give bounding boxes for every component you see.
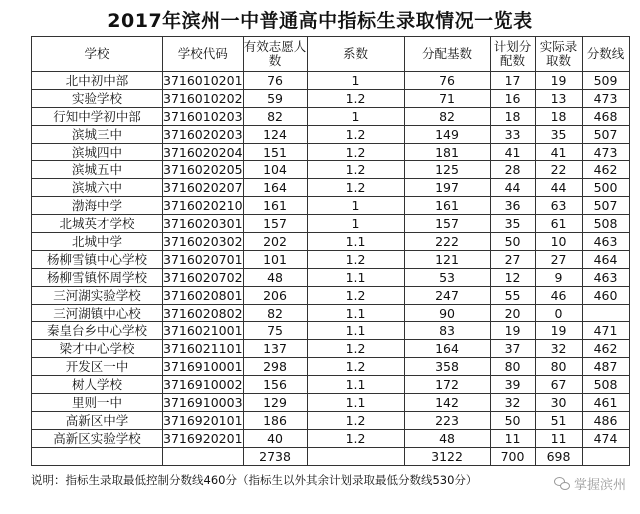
table-row (32, 358, 630, 376)
cell-coefficient: 1.2 (307, 250, 404, 268)
cell-school-code: 3716020702 (163, 269, 243, 285)
cell-applicants: 206 (243, 286, 307, 304)
cell-coefficient: 1.2 (307, 179, 404, 197)
cell-actual-admitted: 11 (535, 429, 582, 447)
header-school: 学校 (32, 37, 163, 72)
cell-allocation-base: 161 (404, 197, 490, 215)
table-row (32, 179, 630, 197)
cell-planned-quota: 41 (490, 143, 535, 161)
totals-cell (32, 447, 163, 465)
cell-allocation-base: 223 (404, 411, 490, 429)
cell-planned-quota: 18 (490, 107, 535, 125)
cell-cutoff-score: 462 (582, 340, 629, 358)
cell-planned-quota: 36 (490, 197, 535, 215)
cell-school: 滨城六中 (32, 179, 163, 197)
cell-applicants: 164 (243, 179, 307, 197)
cell-allocation-base: 71 (404, 89, 490, 107)
cell-applicants: 186 (243, 411, 307, 429)
cell-applicants: 75 (243, 322, 307, 340)
cell-school: 滨城三中 (32, 125, 163, 143)
cell-allocation-base: 157 (404, 215, 490, 233)
cell-coefficient: 1.2 (307, 125, 404, 143)
cell-coefficient: 1.2 (307, 340, 404, 358)
table-row (32, 429, 630, 447)
cell-school: 秦皇台乡中心学校 (32, 322, 163, 340)
totals-cell: 2738 (243, 447, 307, 465)
cell-allocation-base: 247 (404, 286, 490, 304)
cell-school: 杨柳雪镇怀周学校 (32, 268, 163, 286)
cell-school-code: 3716020203 (163, 126, 243, 142)
totals-cell (307, 447, 404, 465)
cell-applicants: 48 (243, 268, 307, 286)
cell-cutoff-score: 486 (582, 411, 629, 429)
cell-allocation-base: 149 (404, 125, 490, 143)
cell-cutoff-score: 462 (582, 161, 629, 179)
cell-coefficient: 1 (307, 107, 404, 125)
table-row (32, 304, 630, 322)
cell-planned-quota: 35 (490, 215, 535, 233)
cell-actual-admitted: 80 (535, 358, 582, 376)
cell-allocation-base: 172 (404, 376, 490, 394)
table-row (32, 286, 630, 304)
totals-cell: 700 (490, 447, 535, 465)
cell-applicants: 137 (243, 340, 307, 358)
table-row (32, 215, 630, 233)
table-row (32, 340, 630, 358)
cell-allocation-base: 53 (404, 268, 490, 286)
table-row (32, 143, 630, 161)
cell-actual-admitted: 46 (535, 286, 582, 304)
cell-actual-admitted: 63 (535, 197, 582, 215)
cell-school: 北城英才学校 (32, 215, 163, 233)
cell-actual-admitted: 22 (535, 161, 582, 179)
cell-school-code: 3716020301 (163, 216, 243, 232)
cell-coefficient: 1.1 (307, 376, 404, 394)
cell-cutoff-score: 463 (582, 268, 629, 286)
cell-planned-quota: 16 (490, 89, 535, 107)
table-row (32, 411, 630, 429)
cell-school-code: 3716020205 (163, 162, 243, 178)
cell-planned-quota: 37 (490, 340, 535, 358)
cell-school: 三河湖实验学校 (32, 286, 163, 304)
cell-school: 滨城五中 (32, 161, 163, 179)
cell-actual-admitted: 19 (535, 322, 582, 340)
cell-actual-admitted: 61 (535, 215, 582, 233)
totals-row (32, 447, 630, 465)
cell-applicants: 40 (243, 429, 307, 447)
table-row (32, 161, 630, 179)
cell-planned-quota: 32 (490, 394, 535, 412)
cell-applicants: 76 (243, 72, 307, 90)
header-coefficient: 系数 (307, 37, 404, 72)
wechat-icon (554, 477, 570, 490)
cell-school-code: 3716910003 (163, 394, 243, 410)
cell-actual-admitted: 35 (535, 125, 582, 143)
admission-table (31, 36, 630, 466)
cell-allocation-base: 358 (404, 358, 490, 376)
cell-coefficient: 1.2 (307, 286, 404, 304)
cell-school-code: 3716910001 (163, 359, 243, 375)
cell-applicants: 104 (243, 161, 307, 179)
table-row (32, 268, 630, 286)
cell-applicants: 202 (243, 233, 307, 251)
cell-coefficient: 1.2 (307, 429, 404, 447)
cell-coefficient: 1.1 (307, 233, 404, 251)
table-row (32, 394, 630, 412)
cell-applicants: 82 (243, 304, 307, 322)
cell-school-code: 3716020207 (163, 180, 243, 196)
cell-coefficient: 1.1 (307, 322, 404, 340)
cell-cutoff-score: 500 (582, 179, 629, 197)
cell-actual-admitted: 44 (535, 179, 582, 197)
cell-planned-quota: 80 (490, 358, 535, 376)
cell-actual-admitted: 9 (535, 268, 582, 286)
cell-coefficient: 1.1 (307, 268, 404, 286)
cell-allocation-base: 83 (404, 322, 490, 340)
cell-school-code: 3716910002 (163, 377, 243, 393)
cell-applicants: 161 (243, 197, 307, 215)
totals-cell (163, 447, 244, 465)
cell-school-code: 3716020210 (163, 198, 243, 214)
cell-actual-admitted: 30 (535, 394, 582, 412)
cell-coefficient: 1 (307, 215, 404, 233)
cell-cutoff-score: 473 (582, 89, 629, 107)
cell-school: 三河湖镇中心校 (32, 304, 163, 322)
cell-applicants: 298 (243, 358, 307, 376)
cell-actual-admitted: 0 (535, 304, 582, 322)
table-row (32, 89, 630, 107)
cell-coefficient: 1.1 (307, 394, 404, 412)
cell-actual-admitted: 13 (535, 89, 582, 107)
cell-planned-quota: 27 (490, 250, 535, 268)
cell-coefficient: 1.1 (307, 304, 404, 322)
cell-actual-admitted: 19 (535, 72, 582, 90)
cell-applicants: 157 (243, 215, 307, 233)
cell-cutoff-score: 471 (582, 322, 629, 340)
cell-school: 北城中学 (32, 233, 163, 251)
cell-allocation-base: 90 (404, 304, 490, 322)
cell-applicants: 101 (243, 250, 307, 268)
cell-allocation-base: 142 (404, 394, 490, 412)
cell-applicants: 59 (243, 89, 307, 107)
cell-coefficient: 1.2 (307, 161, 404, 179)
footnote: 说明：指标生录取最低控制分数线460分（指标生以外其余计划录取最低分数线530分） (31, 473, 478, 487)
cell-coefficient: 1 (307, 197, 404, 215)
cell-cutoff-score: 463 (582, 233, 629, 251)
table-row (32, 125, 630, 143)
cell-coefficient: 1.2 (307, 143, 404, 161)
cell-planned-quota: 28 (490, 161, 535, 179)
cell-actual-admitted: 51 (535, 411, 582, 429)
cell-school-code: 3716020801 (163, 287, 243, 303)
cell-planned-quota: 11 (490, 429, 535, 447)
totals-cell (582, 447, 629, 465)
cell-school-code: 3716920201 (163, 430, 243, 446)
cell-school-code: 3716920101 (163, 412, 243, 428)
cell-cutoff-score: 508 (582, 376, 629, 394)
cell-cutoff-score: 461 (582, 394, 629, 412)
cell-cutoff-score: 464 (582, 250, 629, 268)
cell-cutoff-score: 507 (582, 197, 629, 215)
header-applicants: 有效志愿人数 (243, 37, 307, 72)
cell-coefficient: 1.2 (307, 89, 404, 107)
header-actual-admitted: 实际录取数 (535, 37, 582, 72)
cell-cutoff-score (582, 304, 629, 322)
cell-cutoff-score: 473 (582, 143, 629, 161)
cell-cutoff-score: 487 (582, 358, 629, 376)
cell-school: 高新区实验学校 (32, 429, 163, 447)
cell-school: 行知中学初中部 (32, 107, 163, 125)
table-row (32, 197, 630, 215)
cell-planned-quota: 50 (490, 411, 535, 429)
cell-actual-admitted: 27 (535, 250, 582, 268)
cell-actual-admitted: 67 (535, 376, 582, 394)
cell-school-code: 3716020302 (163, 233, 243, 249)
totals-cell: 3122 (404, 447, 490, 465)
table-row (32, 376, 630, 394)
table-row (32, 233, 630, 251)
cell-cutoff-score: 508 (582, 215, 629, 233)
cell-school-code: 3716020802 (163, 305, 243, 321)
cell-actual-admitted: 41 (535, 143, 582, 161)
cell-school-code: 3716021101 (163, 341, 243, 357)
table-row (32, 250, 630, 268)
header-row (32, 37, 630, 72)
cell-school-code: 3716021001 (163, 323, 243, 339)
cell-actual-admitted: 32 (535, 340, 582, 358)
cell-school-code: 3716020204 (163, 144, 243, 160)
cell-allocation-base: 82 (404, 107, 490, 125)
totals-cell: 698 (535, 447, 582, 465)
cell-school: 里则一中 (32, 394, 163, 412)
cell-cutoff-score: 507 (582, 125, 629, 143)
cell-planned-quota: 33 (490, 125, 535, 143)
cell-school-code: 3716010202 (163, 90, 243, 106)
cell-planned-quota: 19 (490, 322, 535, 340)
cell-cutoff-score: 509 (582, 72, 629, 90)
cell-school-code: 3716020701 (163, 251, 243, 267)
cell-planned-quota: 55 (490, 286, 535, 304)
cell-allocation-base: 125 (404, 161, 490, 179)
header-allocation-base: 分配基数 (404, 37, 490, 72)
cell-school: 梁才中心学校 (32, 340, 163, 358)
cell-applicants: 124 (243, 125, 307, 143)
watermark (554, 474, 626, 493)
table-body (32, 72, 630, 448)
cell-coefficient: 1.2 (307, 358, 404, 376)
cell-coefficient: 1 (307, 72, 404, 90)
cell-applicants: 151 (243, 143, 307, 161)
cell-school-code: 3716010201 (163, 72, 243, 88)
header-school-code: 学校代码 (163, 37, 244, 72)
cell-allocation-base: 164 (404, 340, 490, 358)
cell-allocation-base: 197 (404, 179, 490, 197)
cell-actual-admitted: 10 (535, 233, 582, 251)
header-cutoff-score: 分数线 (582, 37, 629, 72)
table-row (32, 107, 630, 125)
cell-actual-admitted: 18 (535, 107, 582, 125)
cell-cutoff-score: 474 (582, 429, 629, 447)
cell-planned-quota: 44 (490, 179, 535, 197)
cell-school: 北中初中部 (32, 72, 163, 90)
cell-planned-quota: 17 (490, 72, 535, 90)
cell-planned-quota: 39 (490, 376, 535, 394)
cell-applicants: 156 (243, 376, 307, 394)
cell-cutoff-score: 460 (582, 286, 629, 304)
cell-school: 树人学校 (32, 376, 163, 394)
cell-allocation-base: 48 (404, 429, 490, 447)
cell-school: 杨柳雪镇中心学校 (32, 250, 163, 268)
cell-cutoff-score: 468 (582, 107, 629, 125)
cell-allocation-base: 76 (404, 72, 490, 90)
cell-allocation-base: 181 (404, 143, 490, 161)
cell-school: 渤海中学 (32, 197, 163, 215)
watermark-text: 掌握滨州 (573, 478, 626, 493)
cell-applicants: 82 (243, 107, 307, 125)
cell-planned-quota: 12 (490, 268, 535, 286)
table-row (32, 72, 630, 90)
cell-coefficient: 1.2 (307, 411, 404, 429)
table-title: 2017年滨州一中普通高中指标生录取情况一览表 (107, 10, 533, 32)
cell-planned-quota: 50 (490, 233, 535, 251)
cell-school: 滨城四中 (32, 143, 163, 161)
cell-applicants: 129 (243, 394, 307, 412)
cell-school: 开发区一中 (32, 358, 163, 376)
table-row (32, 322, 630, 340)
cell-school: 实验学校 (32, 89, 163, 107)
cell-school-code: 3716010203 (163, 108, 243, 124)
cell-planned-quota: 20 (490, 304, 535, 322)
header-planned-quota: 计划分配数 (490, 37, 535, 72)
cell-allocation-base: 222 (404, 233, 490, 251)
cell-allocation-base: 121 (404, 250, 490, 268)
cell-school: 高新区中学 (32, 411, 163, 429)
